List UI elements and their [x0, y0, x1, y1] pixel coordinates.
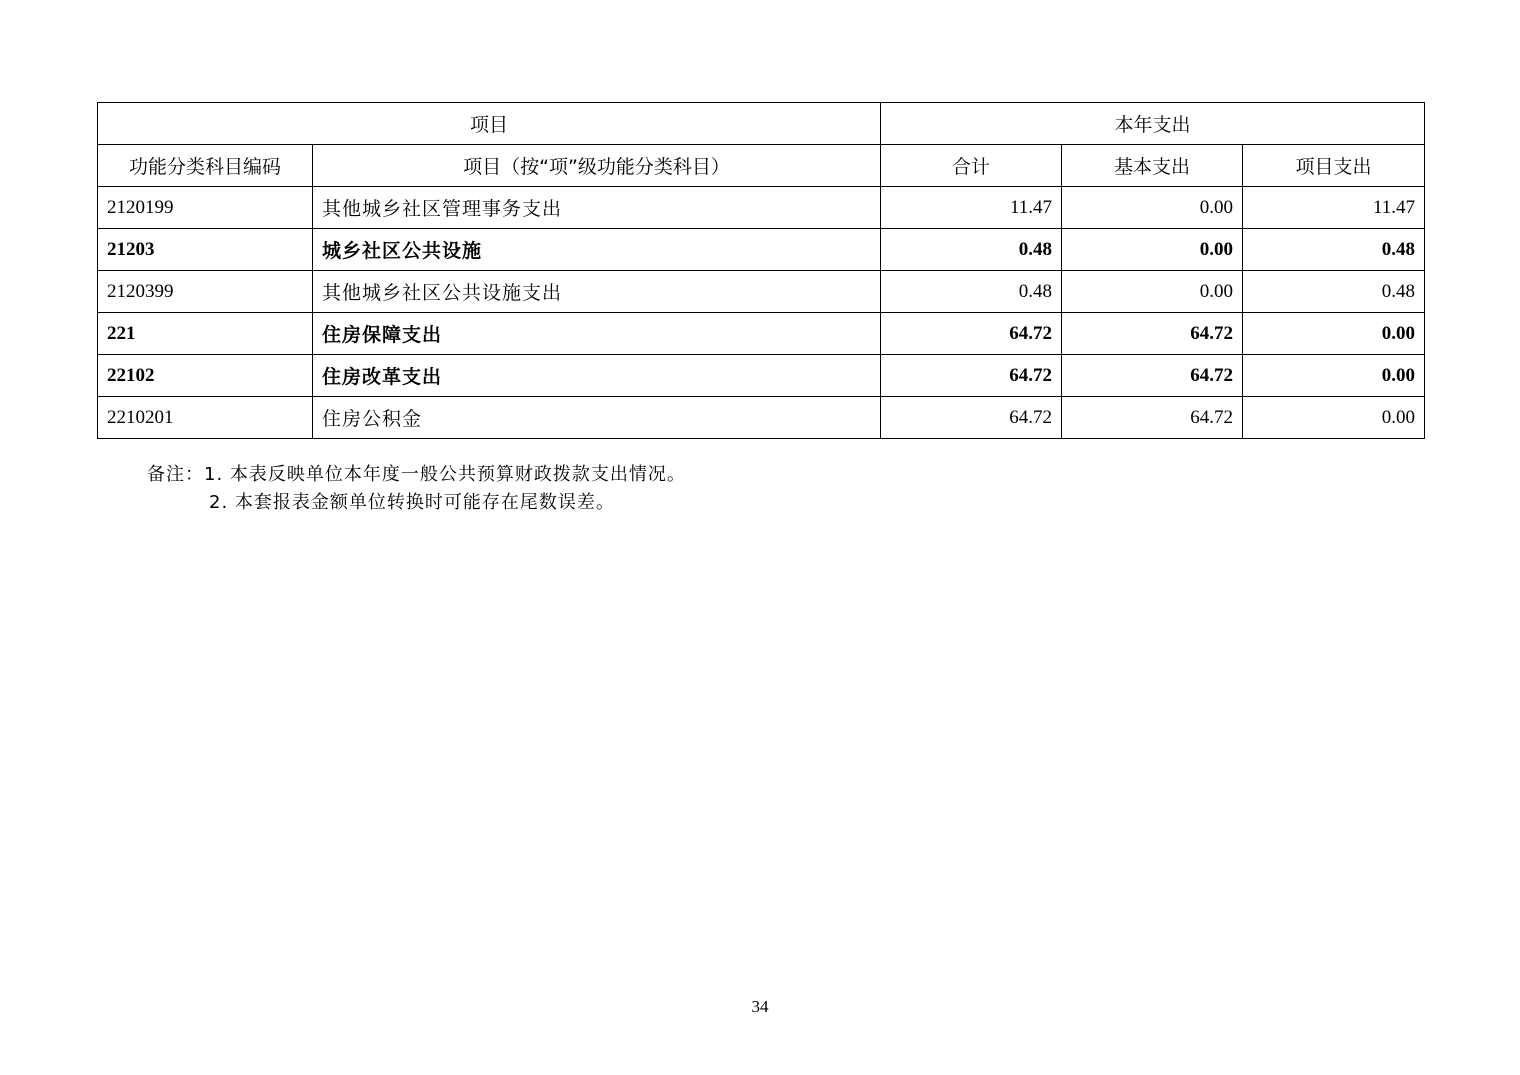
- row-code: 2210201: [98, 397, 313, 439]
- table-notes: [147, 461, 686, 517]
- row-code: 221: [98, 313, 313, 355]
- table-header-row-sub: [98, 145, 1425, 187]
- row-code: 2120399: [98, 271, 313, 313]
- row-project: 0.00: [1243, 313, 1425, 355]
- row-basic: 64.72: [1062, 313, 1243, 355]
- header-project-expense: 项目支出: [1243, 145, 1425, 187]
- row-project: 0.48: [1243, 229, 1425, 271]
- row-project: 0.00: [1243, 355, 1425, 397]
- table-header-row-top: [98, 103, 1425, 145]
- expense-table: [97, 102, 1425, 439]
- table-row: [98, 397, 1425, 439]
- row-name: 其他城乡社区公共设施支出: [313, 271, 881, 313]
- row-total: 64.72: [881, 313, 1062, 355]
- note-line-1: 备注：1. 本表反映单位本年度一般公共预算财政拨款支出情况。: [147, 464, 686, 485]
- header-project: 项目: [98, 103, 881, 145]
- table-row: [98, 187, 1425, 229]
- row-name: 其他城乡社区管理事务支出: [313, 187, 881, 229]
- table-row: [98, 355, 1425, 397]
- row-name: 住房改革支出: [313, 355, 881, 397]
- row-project: 0.00: [1243, 397, 1425, 439]
- header-item: 项目（按“项”级功能分类科目）: [313, 145, 881, 187]
- row-basic: 64.72: [1062, 355, 1243, 397]
- table-row: [98, 271, 1425, 313]
- table-row: [98, 313, 1425, 355]
- header-total: 合计: [881, 145, 1062, 187]
- page-number: 34: [751, 997, 769, 1016]
- row-name: 住房保障支出: [313, 313, 881, 355]
- header-basic: 基本支出: [1062, 145, 1243, 187]
- row-total: 64.72: [881, 397, 1062, 439]
- row-code: 2120199: [98, 187, 313, 229]
- row-project: 0.48: [1243, 271, 1425, 313]
- row-basic: 0.00: [1062, 187, 1243, 229]
- row-name: 住房公积金: [313, 397, 881, 439]
- row-total: 0.48: [881, 271, 1062, 313]
- header-year-expense: 本年支出: [881, 103, 1425, 145]
- header-code: 功能分类科目编码: [98, 145, 313, 187]
- row-basic: 64.72: [1062, 397, 1243, 439]
- row-project: 11.47: [1243, 187, 1425, 229]
- row-name: 城乡社区公共设施: [313, 229, 881, 271]
- row-code: 21203: [98, 229, 313, 271]
- row-total: 0.48: [881, 229, 1062, 271]
- table-row: [98, 229, 1425, 271]
- row-basic: 0.00: [1062, 271, 1243, 313]
- row-basic: 0.00: [1062, 229, 1243, 271]
- row-code: 22102: [98, 355, 313, 397]
- note-line-2: 2. 本套报表金额单位转换时可能存在尾数误差。: [209, 492, 615, 513]
- row-total: 11.47: [881, 187, 1062, 229]
- row-total: 64.72: [881, 355, 1062, 397]
